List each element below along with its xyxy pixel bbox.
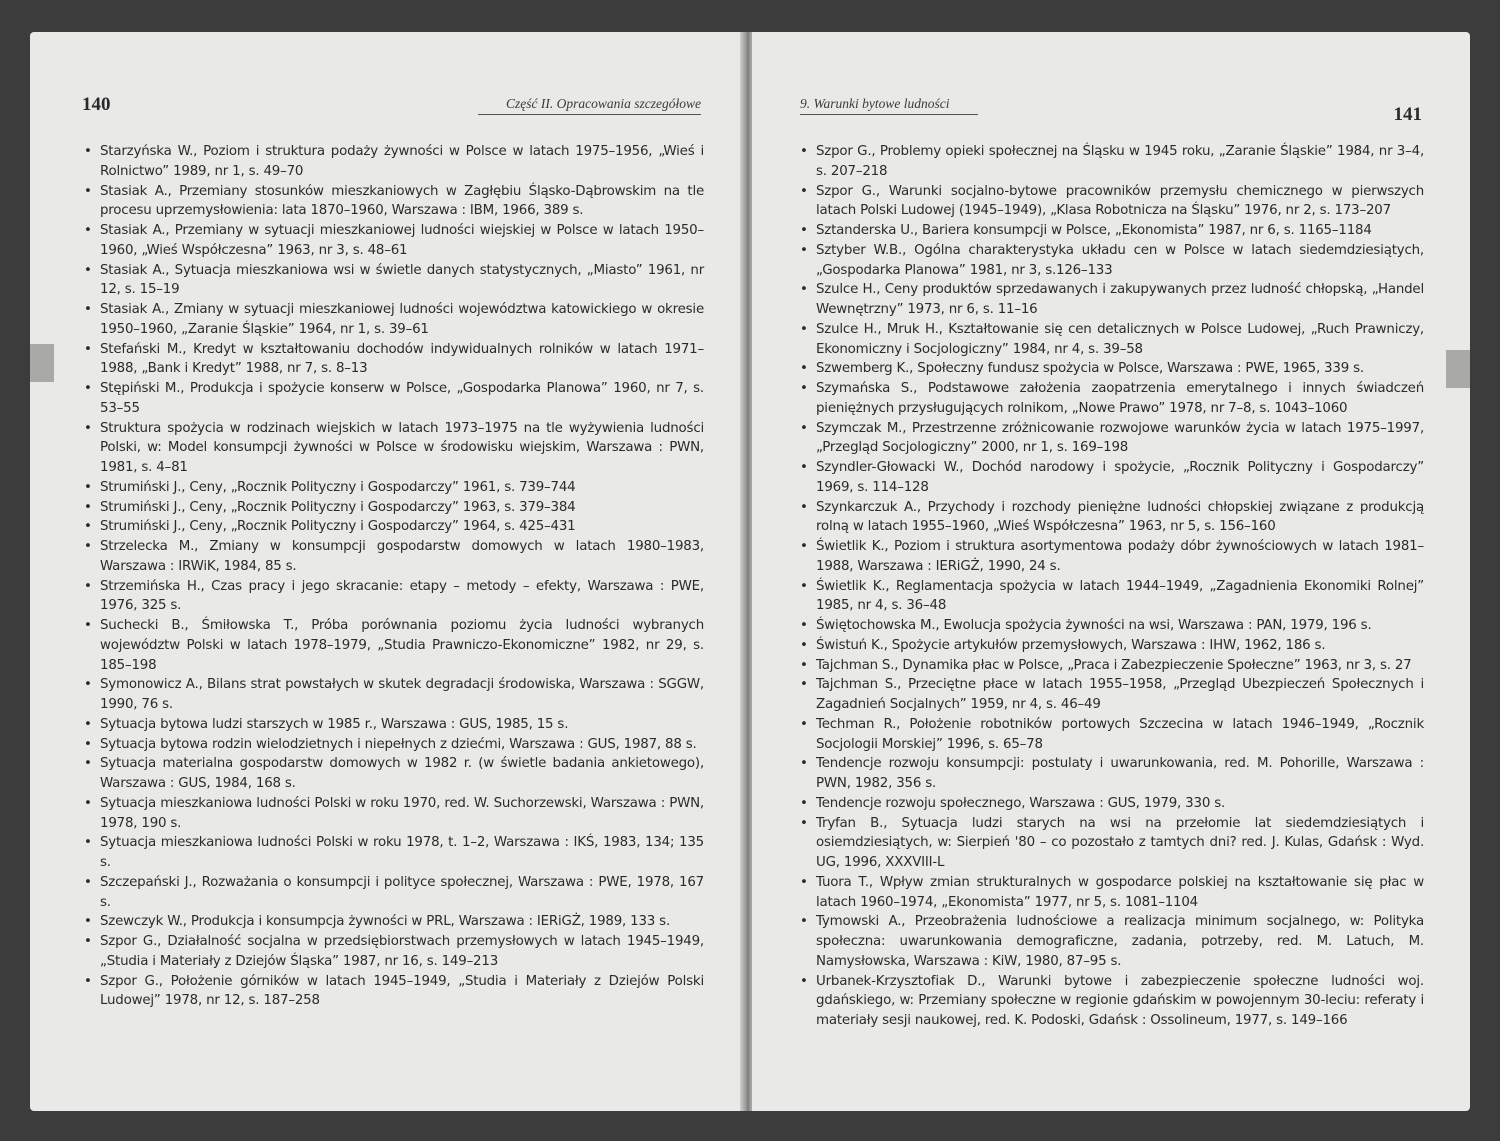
- bibliography-entry: • Sytuacja mieszkaniowa ludności Polski w roku 1978, t. 1–2, Warszawa : IKŚ, 1983, 134; 135 s.: [84, 833, 704, 873]
- bibliography-entry: • Szymańska S., Podstawowe założenia zaopatrzenia emerytalnego i innych świadczeń pieniężnych przysługujących rolnikom, „Nowe Prawo” 1978, nr 7–8, s. 1043–1060: [800, 379, 1424, 419]
- bibliography-entry: • Sytuacja materialna gospodarstw domowych w 1982 r. (w świetle badania ankietowego), Warszawa : GUS, 1984, 168 s.: [84, 754, 704, 794]
- bibliography-entry: • Sytuacja bytowa ludzi starszych w 1985 r., Warszawa : GUS, 1985, 15 s.: [84, 715, 704, 735]
- left-page: [30, 32, 745, 1111]
- bibliography-entry: • Tryfan B., Sytuacja ludzi starych na wsi na przełomie lat siedemdziesiątych i osiemdziesiątych, w: Sierpień '80 – co pozostało z tamtych dni? red. J. Kulas, Gdańsk : Wyd. UG, 1996, XXXVIII-L: [800, 814, 1424, 873]
- bibliography-entry: • Szyndler-Głowacki W., Dochód narodowy i spożycie, „Rocznik Polityczny i Gospodarczy” 1969, s. 114–128: [800, 458, 1424, 498]
- bibliography-entry: • Szpor G., Położenie górników w latach 1945–1949, „Studia i Materiały z Dziejów Polski Ludowej” 1978, nr 12, s. 187–258: [84, 972, 704, 1012]
- bibliography-entry: • Stasiak A., Przemiany w sytuacji mieszkaniowej ludności wiejskiej w Polsce w latach 1950–1960, „Wieś Współczesna” 1963, nr 3, s. 48–61: [84, 221, 704, 261]
- bibliography-entry: • Szewczyk W., Produkcja i konsumpcja żywności w PRL, Warszawa : IERiGŻ, 1989, 133 s.: [84, 912, 704, 932]
- bibliography-entry: • Urbanek-Krzysztofiak D., Warunki bytowe i zabezpieczenie społeczne ludności woj. gdańskiego, w: Przemiany społeczne w regionie gdańskim w powojennym 30-leciu: referaty i materiały sesji naukowej, red. K. Podoski, Gdańsk : Ossolineum, 1977, s. 149–166: [800, 972, 1424, 1031]
- bibliography-entry: • Stasiak A., Zmiany w sytuacji mieszkaniowej ludności województwa katowickiego w okresie 1950–1960, „Zaranie Śląskie” 1964, nr 1, s. 39–61: [84, 300, 704, 340]
- bibliography-entry: • Tymowski A., Przeobrażenia ludnościowe a realizacja minimum socjalnego, w: Polityka społeczna: uwarunkowania demograficzne, zadania, potrzeby, red. M. Latuch, M. Namysłowska, Warszawa : KiW, 1980, 87–95 s.: [800, 912, 1424, 971]
- bibliography-entry: • Szpor G., Warunki socjalno-bytowe pracowników przemysłu chemicznego w pierwszych latach Polski Ludowej (1945–1949), „Klasa Robotnicza na Śląsku” 1976, nr 2, s. 173–207: [800, 182, 1424, 222]
- page-number: 140: [82, 94, 111, 115]
- bibliography-entry: • Tendencje rozwoju konsumpcji: postulaty i uwarunkowania, red. M. Pohorille, Warszawa : PWN, 1982, 356 s.: [800, 754, 1424, 794]
- bibliography-entry: • Strzemińska H., Czas pracy i jego skracanie: etapy – metody – efekty, Warszawa : PWE, 1976, 325 s.: [84, 577, 704, 617]
- bibliography-entry: • Szwemberg K., Społeczny fundusz spożycia w Polsce, Warszawa : PWE, 1965, 339 s.: [800, 359, 1424, 379]
- bibliography-entry: • Szulce H., Mruk H., Kształtowanie się cen detalicznych w Polsce Ludowej, „Ruch Prawniczy, Ekonomiczny i Socjologiczny” 1984, nr 4, s. 39–58: [800, 320, 1424, 360]
- bibliography-entry: • Tuora T., Wpływ zmian strukturalnych w gospodarce polskiej na kształtowanie się płac w latach 1960–1974, „Ekonomista” 1977, nr 5, s. 1081–1104: [800, 873, 1424, 913]
- bibliography-entry: • Starzyńska W., Poziom i struktura podaży żywności w Polsce w latach 1975–1956, „Wieś i Rolnictwo” 1989, nr 1, s. 49–70: [84, 142, 704, 182]
- bibliography-entry: • Strzelecka M., Zmiany w konsumpcji gospodarstw domowych w latach 1980–1983, Warszawa : IRWiK, 1984, 85 s.: [84, 537, 704, 577]
- bibliography-list: [84, 142, 704, 1011]
- bibliography-entry: • Stasiak A., Przemiany stosunków mieszkaniowych w Zagłębiu Śląsko-Dąbrowskim na tle procesu uprzemysłowienia: lata 1870–1960, Warszawa : IBM, 1966, 389 s.: [84, 182, 704, 222]
- bibliography-entry: • Sytuacja bytowa rodzin wielodzietnych i niepełnych z dziećmi, Warszawa : GUS, 1987, 88 s.: [84, 735, 704, 755]
- bibliography-entry: • Stępiński M., Produkcja i spożycie konserw w Polsce, „Gospodarka Planowa” 1960, nr 7, s. 53–55: [84, 379, 704, 419]
- bibliography-entry: • Strumiński J., Ceny, „Rocznik Polityczny i Gospodarczy” 1961, s. 739–744: [84, 478, 704, 498]
- bibliography-entry: • Sytuacja mieszkaniowa ludności Polski w roku 1970, red. W. Suchorzewski, Warszawa : PWN, 1978, 190 s.: [84, 794, 704, 834]
- thumb-index-tab: [1446, 350, 1470, 388]
- bibliography-entry: • Szymczak M., Przestrzenne zróżnicowanie rozwojowe warunków życia w latach 1975–1997, „Przegląd Socjologiczny” 2000, nr 1, s. 169–198: [800, 419, 1424, 459]
- bibliography-entry: • Tendencje rozwoju społecznego, Warszawa : GUS, 1979, 330 s.: [800, 794, 1424, 814]
- bibliography-entry: • Szczepański J., Rozważania o konsumpcji i polityce społecznej, Warszawa : PWE, 1978, 167 s.: [84, 873, 704, 913]
- bibliography-entry: • Strumiński J., Ceny, „Rocznik Polityczny i Gospodarczy” 1963, s. 379–384: [84, 498, 704, 518]
- right-page: [752, 32, 1470, 1111]
- bibliography-entry: • Stefański M., Kredyt w kształtowaniu dochodów indywidualnych rolników w latach 1971–1988, „Bank i Kredyt” 1988, nr 7, s. 8–13: [84, 340, 704, 380]
- running-head: Część II. Opracowania szczegółowe: [506, 96, 701, 111]
- bibliography-entry: • Szulce H., Ceny produktów sprzedawanych i zakupywanych przez ludność chłopską, „Handel Wewnętrzny” 1973, nr 6, s. 11–16: [800, 280, 1424, 320]
- bibliography-entry: • Symonowicz A., Bilans strat powstałych w skutek degradacji środowiska, Warszawa : SGGW, 1990, 76 s.: [84, 675, 704, 715]
- bibliography-entry: • Suchecki B., Śmiłowska T., Próba porównania poziomu życia ludności wybranych województw Polski w latach 1978–1979, „Studia Prawniczo-Ekonomiczne” 1982, nr 29, s. 185–198: [84, 616, 704, 675]
- header-rule: [800, 114, 978, 115]
- bibliography-entry: • Szpor G., Działalność socjalna w przedsiębiorstwach przemysłowych w latach 1945–1949, „Studia i Materiały z Dziejów Śląska” 1987, nr 16, s. 149–213: [84, 932, 704, 972]
- bibliography-entry: • Sztanderska U., Bariera konsumpcji w Polsce, „Ekonomista” 1987, nr 6, s. 1165–1184: [800, 221, 1424, 241]
- bibliography-entry: • Świetlik K., Reglamentacja spożycia w latach 1944–1949, „Zagadnienia Ekonomiki Rolnej” 1985, nr 4, s. 36–48: [800, 577, 1424, 617]
- page-number: 141: [1393, 104, 1422, 125]
- bibliography-entry: • Strumiński J., Ceny, „Rocznik Polityczny i Gospodarczy” 1964, s. 425–431: [84, 517, 704, 537]
- bibliography-entry: • Szpor G., Problemy opieki społecznej na Śląsku w 1945 roku, „Zaranie Śląskie” 1984, nr 3–4, s. 207–218: [800, 142, 1424, 182]
- bibliography-entry: • Szynkarczuk A., Przychody i rozchody pieniężne ludności chłopskiej związane z produkcją rolną w latach 1955–1960, „Wieś Współczesna” 1963, nr 5, s. 156–160: [800, 498, 1424, 538]
- bibliography-entry: • Tajchman S., Przeciętne płace w latach 1955–1958, „Przegląd Ubezpieczeń Społecznych i Zagadnień Socjalnych” 1959, nr 4, s. 46–49: [800, 675, 1424, 715]
- bibliography-entry: • Techman R., Położenie robotników portowych Szczecina w latach 1946–1949, „Rocznik Socjologii Morskiej” 1996, s. 65–78: [800, 715, 1424, 755]
- bibliography-list: [800, 142, 1424, 1031]
- bibliography-entry: • Świętochowska M., Ewolucja spożycia żywności na wsi, Warszawa : PAN, 1979, 196 s.: [800, 616, 1424, 636]
- header-rule: [478, 114, 701, 115]
- bibliography-entry: • Stasiak A., Sytuacja mieszkaniowa wsi w świetle danych statystycznych, „Miasto” 1961, nr 12, s. 15–19: [84, 261, 704, 301]
- bibliography-entry: • Tajchman S., Dynamika płac w Polsce, „Praca i Zabezpieczenie Społeczne” 1963, nr 3, s. 27: [800, 656, 1424, 676]
- bibliography-entry: • Świstuń K., Spożycie artykułów przemysłowych, Warszawa : IHW, 1962, 186 s.: [800, 636, 1424, 656]
- bibliography-entry: • Świetlik K., Poziom i struktura asortymentowa podaży dóbr żywnościowych w latach 1981–1988, Warszawa : IERiGŻ, 1990, 24 s.: [800, 537, 1424, 577]
- bibliography-entry: • Sztyber W.B., Ogólna charakterystyka układu cen w Polsce w latach siedemdziesiątych, „Gospodarka Planowa” 1981, nr 3, s.126–133: [800, 241, 1424, 281]
- thumb-index-tab: [30, 344, 54, 382]
- running-head: 9. Warunki bytowe ludności: [800, 96, 950, 111]
- bibliography-entry: • Struktura spożycia w rodzinach wiejskich w latach 1973–1975 na tle wyżywienia ludności Polski, w: Model konsumpcji żywności w Polsce w środowisku wiejskim, Warszawa : PWN, 1981, s. 4–81: [84, 419, 704, 478]
